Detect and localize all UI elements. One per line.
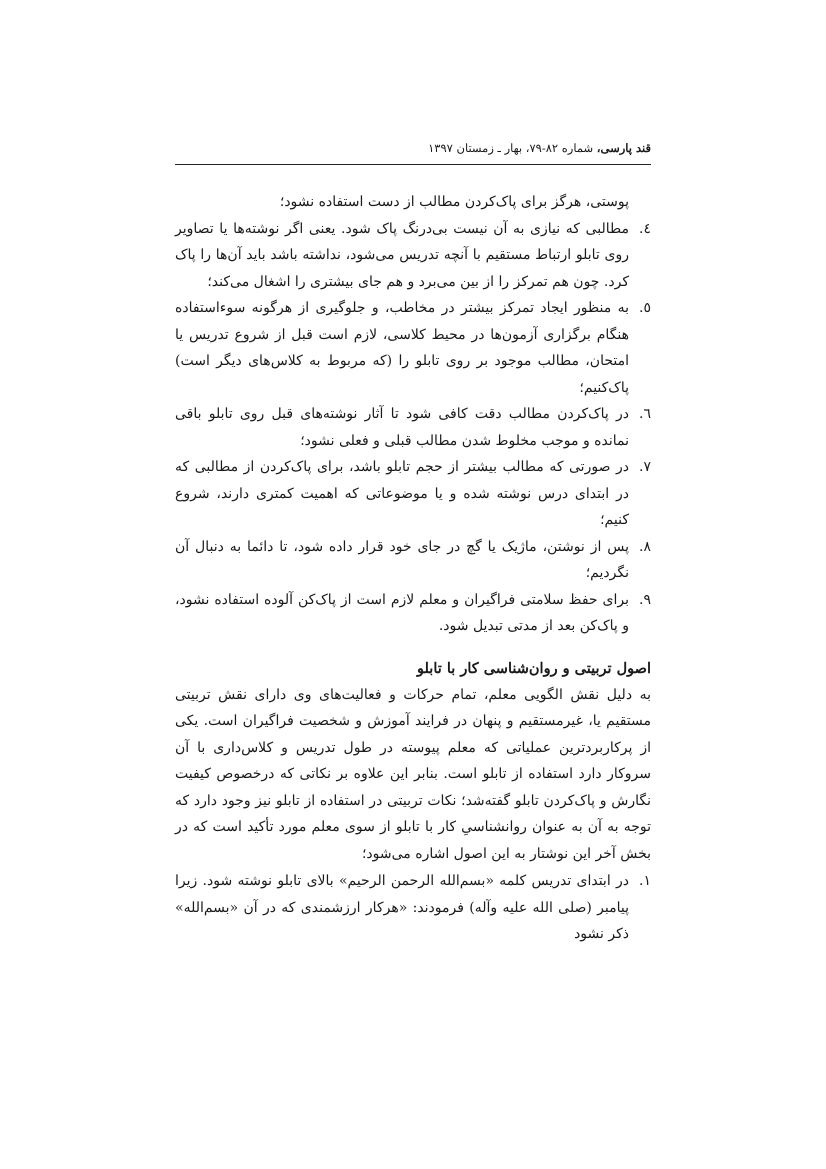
journal-title: قند پارسی، [596, 141, 651, 155]
continued-line: پوستی، هرگز برای پاک‌کردن مطالب از دست استفاده نشود؛ [279, 194, 629, 210]
list-item-number: ٩. [639, 591, 651, 608]
list-item-text: پس از نوشتن، ماژیک یا گچ در جای خود قرار داده شود، تا دائما به دنبال آن نگردیم؛ [175, 538, 629, 581]
header-divider [175, 164, 651, 165]
list-item [175, 295, 651, 401]
list-item-text: برای حفظ سلامتی فراگیران و معلم لازم است از پاک‌کن آلوده استفاده نشود، و پاک‌کن بعد از مدتی تبدیل شود. [175, 591, 629, 634]
list-item [175, 454, 651, 534]
list-item-text: مطالبی که نیازی به آن نیست بی‌درنگ پاک شود. یعنی اگر نوشته‌ها یا تصاویر روی تابلو ارتباط مستقیم با آنچه تدریس می‌شود، نداشته باشد باید آن‌ها را پاک کرد. چون هم تمرکز را از بین می‌برد و هم جای بیشتری را اشغال می‌کند؛ [175, 220, 630, 290]
list-item-number: ٦. [639, 406, 651, 422]
list-item-number: ١. [639, 873, 651, 889]
list-item-number: ٥. [639, 300, 651, 316]
list-item-number: ٨. [639, 538, 651, 555]
list-item-text: به منظور ایجاد تمرکز بیشتر در مخاطب، و جلوگیری از هرگونه سوءاستفاده هنگام برگزاری آزمون‌ها در محیط کلاسی، لازم است قبل از شروع تدریس یا امتحان، مطالب موجود بر روی تابلو را (که مربوط به کلاس‌های دیگر است) پاک‌کنیم؛ [175, 300, 629, 396]
list-item-text: در ابتدای تدریس کلمه «بسم‌الله الرحمن الرحیم» بالای تابلو نوشته شود. زیرا پیامبر (صلی الله علیه وآله) فرمودند: «هرکار ارزشمندی که در آن «بسم‌الله» ذکر نشود [175, 873, 629, 942]
running-header [175, 138, 651, 160]
section-paragraph: به دلیل نقش الگویی معلم، تمام حرکات و فعالیت‌های وی دارای نقش تربیتی مستقیم یا، غیرمستقیم و پنهان در فرایند آموزش و شخصیت فراگیران است. یکی از پرکاربردترین عملیاتی که معلم پیوسته در طول تدریس و کلاس‌داری با آن سروکار دارد استفاده از تابلو است. بنابر این علاوه بر نکاتی که درخصوص کیفیت نگارش و پاک‌کردن تابلو گفته‌شد؛ نکات تربیتی در استفاده از تابلو نیز وجود دارد که توجه به آن به عنوان روانشناسیِ کار با تابلو از سوی معلم مورد تأکید است که در بخش آخر این نوشتار به این اصول اشاره می‌شود؛ [175, 686, 651, 862]
list-item-number: ٧. [639, 459, 651, 475]
list-item-number: ٤. [639, 220, 651, 237]
list-item [175, 587, 651, 640]
list-item [175, 534, 651, 587]
section-heading: اصول تربیتی و روان‌شناسی کار با تابلو [417, 659, 651, 677]
issue-info: شماره ۸۲-۷۹، بهار ـ زمستان ۱۳۹۷ [428, 141, 597, 155]
list-item [175, 216, 651, 296]
list-item [175, 401, 651, 454]
journal-page [175, 138, 651, 948]
body-text [175, 189, 651, 948]
list-item-text: در صورتی که مطالب بیشتر از حجم تابلو باشد، برای پاک‌کردن از مطالبی که در ابتدای درس نوشته شده و یا موضوعاتی که اهمیت کمتری دارند، شروع کنیم؛ [175, 459, 629, 528]
list-item [175, 868, 651, 948]
list-item-text: در پاک‌کردن مطالب دقت کافی شود تا آثار نوشته‌های قبل روی تابلو باقی نمانده و موجب مخلوط شدن مطالب قبلی و فعلی نشود؛ [175, 406, 629, 449]
